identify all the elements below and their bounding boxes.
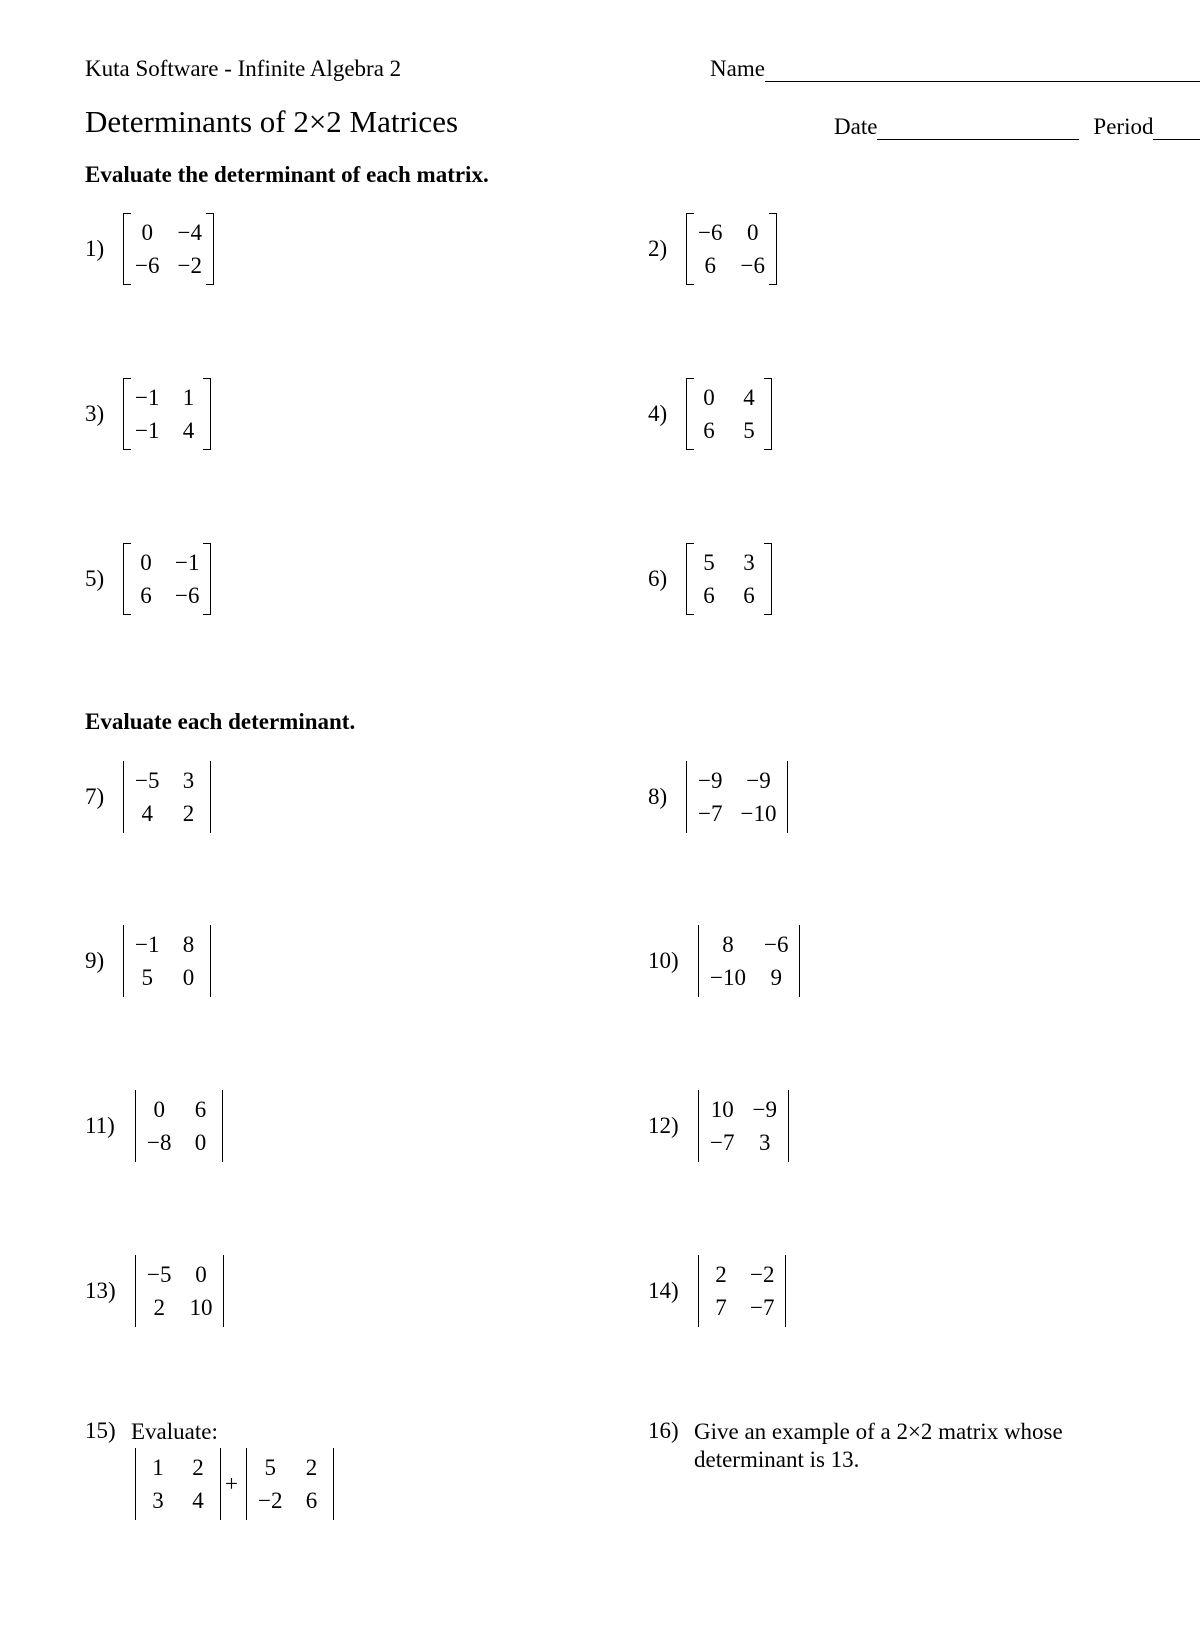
problem-2 [648, 213, 777, 285]
matrix-cell: 0 [153, 1097, 165, 1122]
matrix-cell: 6 [743, 583, 755, 608]
problem-number: 9) [85, 948, 105, 973]
matrix-cell: 0 [746, 220, 759, 245]
period-label: Period [1093, 114, 1154, 139]
problem-number: 5) [85, 566, 105, 591]
determinant [698, 1255, 786, 1327]
problem-number: 8) [648, 784, 668, 809]
problem-11 [85, 1090, 223, 1162]
problem-number: 7) [85, 784, 105, 809]
problem-4 [648, 378, 772, 450]
matrix-cell: 6 [703, 418, 715, 443]
matrix-cell: 10 [189, 1295, 213, 1320]
matrix-cell: −1 [135, 932, 160, 957]
matrix-cell: 10 [710, 1097, 734, 1122]
matrix-cell: 5 [264, 1455, 276, 1480]
matrix-cell: −6 [740, 253, 765, 278]
date-label: Date [834, 114, 878, 139]
matrix-cell: 2 [153, 1295, 165, 1320]
problem-1 [85, 213, 214, 285]
date-period-fields [834, 114, 1200, 140]
matrix [123, 213, 214, 285]
problem-number: 15) [85, 1418, 116, 1443]
determinant [246, 1448, 334, 1520]
matrix-cell: 0 [194, 1130, 207, 1155]
worksheet-title: Determinants of 2×2 Matrices [85, 104, 459, 139]
plus-operator: + [225, 1471, 238, 1496]
determinant [135, 1255, 224, 1327]
matrix [686, 378, 772, 450]
matrix [123, 378, 211, 450]
matrix-cell: 5 [743, 418, 755, 443]
matrix-cell: −5 [135, 768, 160, 793]
matrix [123, 543, 211, 615]
matrix-cell: 7 [715, 1295, 727, 1320]
problem-number: 13) [85, 1278, 116, 1303]
matrix-cell: 2 [182, 801, 195, 826]
problem-8 [648, 761, 788, 833]
problem-9 [85, 925, 211, 997]
matrix-cell: 8 [722, 932, 734, 957]
matrix-cell: 0 [182, 965, 195, 990]
problem-number: 3) [85, 401, 105, 426]
problem-number: 16) [648, 1418, 679, 1443]
determinant [123, 925, 211, 997]
period-blank-line[interactable] [1153, 117, 1200, 140]
problem-5 [85, 543, 211, 615]
matrix-cell: −7 [698, 801, 723, 826]
matrix-cell: 2 [305, 1455, 318, 1480]
problem-number: 12) [648, 1113, 679, 1138]
matrix-cell: −8 [147, 1130, 172, 1155]
problem-16 [648, 1418, 1114, 1474]
determinant [686, 761, 788, 833]
section2-instruction: Evaluate each determinant. [85, 709, 356, 734]
matrix-cell: −6 [175, 583, 200, 608]
matrix-cell: 4 [141, 801, 153, 826]
problem-number: 10) [648, 948, 679, 973]
name-blank-line[interactable] [765, 59, 1200, 82]
matrix-cell: −2 [177, 253, 202, 278]
matrix-cell: 2 [192, 1455, 204, 1480]
matrix-cell: 5 [141, 965, 153, 990]
matrix-cell: 6 [703, 583, 715, 608]
name-field[interactable] [710, 56, 1200, 82]
matrix-cell: 6 [194, 1097, 207, 1122]
determinant [698, 1090, 789, 1162]
date-blank-line[interactable] [877, 117, 1079, 140]
matrix-cell: −4 [177, 220, 202, 245]
problem-3 [85, 378, 211, 450]
problem-12 [648, 1090, 789, 1162]
matrix-cell: −6 [698, 220, 723, 245]
matrix-cell: 1 [182, 385, 195, 410]
matrix-cell: 4 [192, 1488, 204, 1513]
matrix-cell: −10 [740, 801, 777, 826]
matrix-cell: 5 [703, 550, 715, 575]
matrix-cell: −7 [710, 1130, 735, 1155]
problem-13 [85, 1255, 224, 1327]
problem-number: 6) [648, 566, 668, 591]
matrix-cell: 4 [182, 418, 195, 443]
name-label: Name [710, 56, 765, 81]
determinant-sum [131, 1448, 334, 1520]
matrix-cell: −1 [175, 550, 200, 575]
matrix-cell: −9 [698, 768, 723, 793]
problem-15 [85, 1418, 334, 1520]
problem-10 [648, 925, 800, 997]
matrix-cell: −10 [710, 965, 746, 990]
matrix-cell: 1 [152, 1455, 164, 1480]
matrix-cell: 0 [141, 220, 153, 245]
matrix-cell: 4 [743, 385, 755, 410]
matrix-cell: −1 [135, 418, 160, 443]
matrix-cell: −5 [147, 1262, 172, 1287]
matrix-cell: 2 [715, 1262, 727, 1287]
matrix-cell: 0 [703, 385, 715, 410]
determinant [698, 925, 800, 997]
matrix-cell: −2 [750, 1262, 775, 1287]
matrix-cell: −6 [763, 932, 789, 957]
matrix-cell: 0 [140, 550, 152, 575]
problem-text: Give an example of a 2×2 matrix whose determinant is 13. [694, 1419, 1063, 1472]
matrix-cell: 3 [152, 1488, 164, 1513]
matrix-cell: 6 [704, 253, 716, 278]
problem-number: 14) [648, 1278, 679, 1303]
publisher-label: Kuta Software - Infinite Algebra 2 [85, 56, 402, 81]
matrix-cell: −7 [750, 1295, 775, 1320]
determinant [135, 1448, 221, 1520]
matrix-cell: −9 [752, 1097, 777, 1122]
matrix-cell: 8 [182, 932, 195, 957]
problem-14 [648, 1255, 786, 1327]
matrix-cell: −6 [135, 253, 160, 278]
problem-number: 2) [648, 236, 668, 261]
problem-number: 1) [85, 236, 105, 261]
matrix-cell: 6 [305, 1488, 318, 1513]
matrix-cell: 6 [140, 583, 152, 608]
matrix [686, 213, 777, 285]
problem-text: Evaluate: [131, 1419, 218, 1444]
matrix-cell: −1 [135, 385, 160, 410]
problem-6 [648, 543, 772, 615]
problem-7 [85, 761, 211, 833]
matrix-cell: −9 [746, 768, 771, 793]
matrix-cell: 3 [758, 1130, 771, 1155]
matrix-cell: 3 [182, 768, 195, 793]
matrix [686, 543, 772, 615]
determinant [135, 1090, 223, 1162]
matrix-cell: 0 [195, 1262, 207, 1287]
problem-number: 4) [648, 401, 668, 426]
section1-instruction: Evaluate the determinant of each matrix. [85, 162, 489, 187]
matrix-cell: 3 [743, 550, 755, 575]
problem-number: 11) [85, 1113, 115, 1138]
determinant [123, 761, 211, 833]
matrix-cell: −2 [257, 1488, 283, 1513]
matrix-cell: 9 [770, 965, 782, 990]
